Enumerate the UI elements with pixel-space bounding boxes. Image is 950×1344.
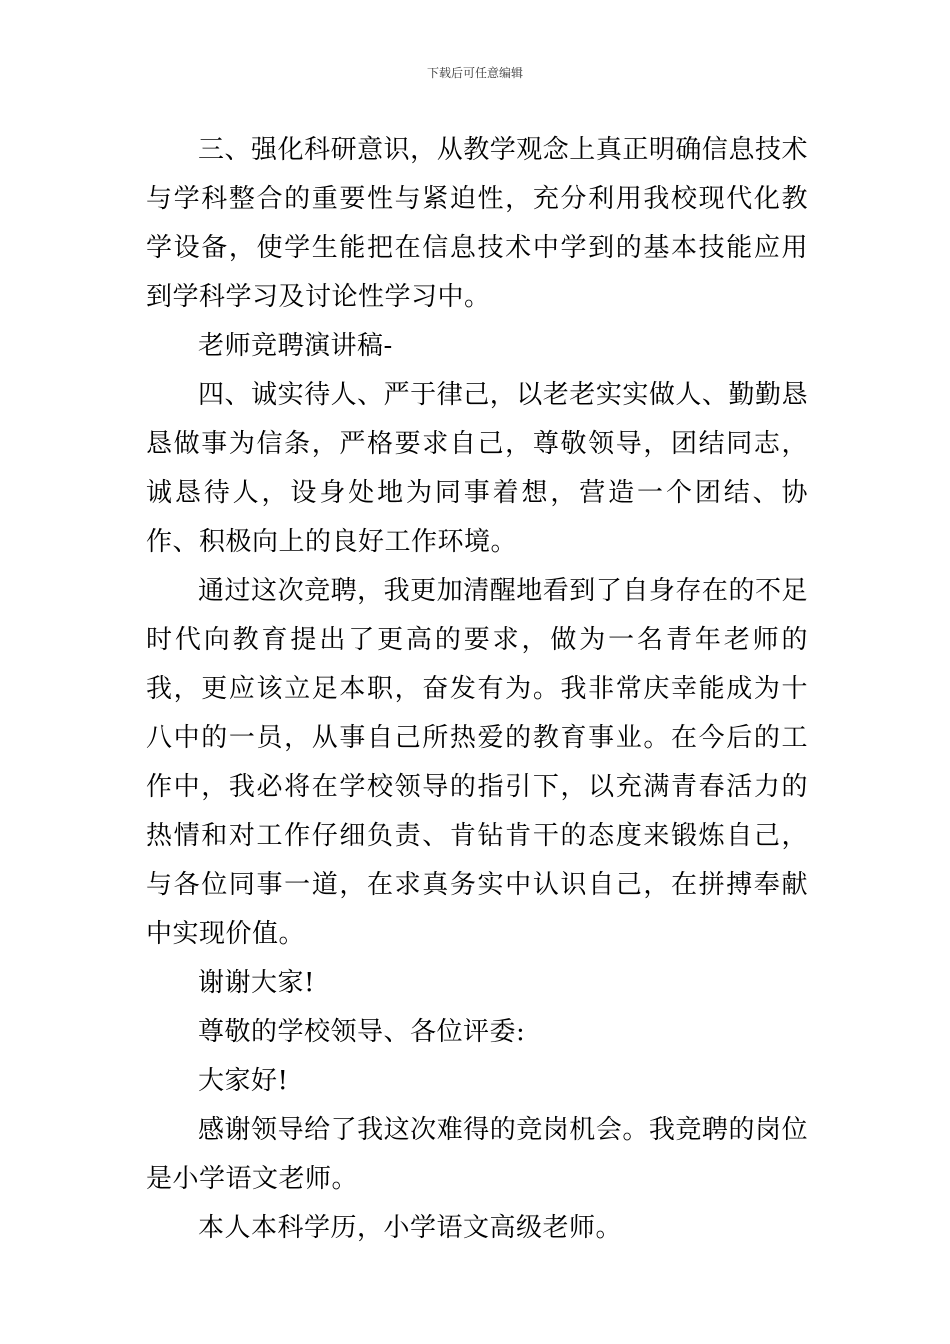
paragraph-thanks: 谢谢大家!	[198, 968, 315, 998]
paragraph-research-awareness: 三、强化科研意识，从教学观念上真正明确信息技术与学科整合的重要性与紧迫性，充分利用我校现代化教学设备，使学生能把在信息技术中学到的基本技能应用到学科学习及讨论性学习中。	[146, 135, 808, 312]
paragraph-greeting: 大家好!	[198, 1066, 289, 1096]
paragraph-speech-title: 老师竞聘演讲稿-	[198, 331, 393, 361]
page-header-note: 下载后可任意编辑	[426, 66, 523, 80]
paragraph-reflection: 通过这次竞聘，我更加清醒地看到了自身存在的不足时代向教育提出了更高的要求，做为一名青年老师的我，更应该立足本职，奋发有为。我非常庆幸能成为十八中的一员，从事自己所热爱的教育事业。在今后的工作中，我必将在学校领导的指引下，以充满青春活力的热情和对工作仔细负责、肯钻肯干的态度来锻炼自己，与各位同事一道，在求真务实中认识自己，在拼搏奉献中实现价值。	[146, 576, 808, 949]
paragraph-gratitude: 感谢领导给了我这次难得的竞岗机会。我竞聘的岗位是小学语文老师。	[146, 1115, 808, 1194]
paragraph-honesty: 四、诚实待人、严于律己，以老老实实做人、勤勤恳恳做事为信条，严格要求自己，尊敬领导，团结同志，诚恳待人，设身处地为同事着想，营造一个团结、协作、积极向上的良好工作环境。	[146, 380, 808, 557]
paragraph-qualification: 本人本科学历，小学语文高级老师。	[198, 1213, 623, 1243]
paragraph-salutation: 尊敬的学校领导、各位评委:	[198, 1017, 526, 1047]
document-body	[146, 126, 808, 1253]
